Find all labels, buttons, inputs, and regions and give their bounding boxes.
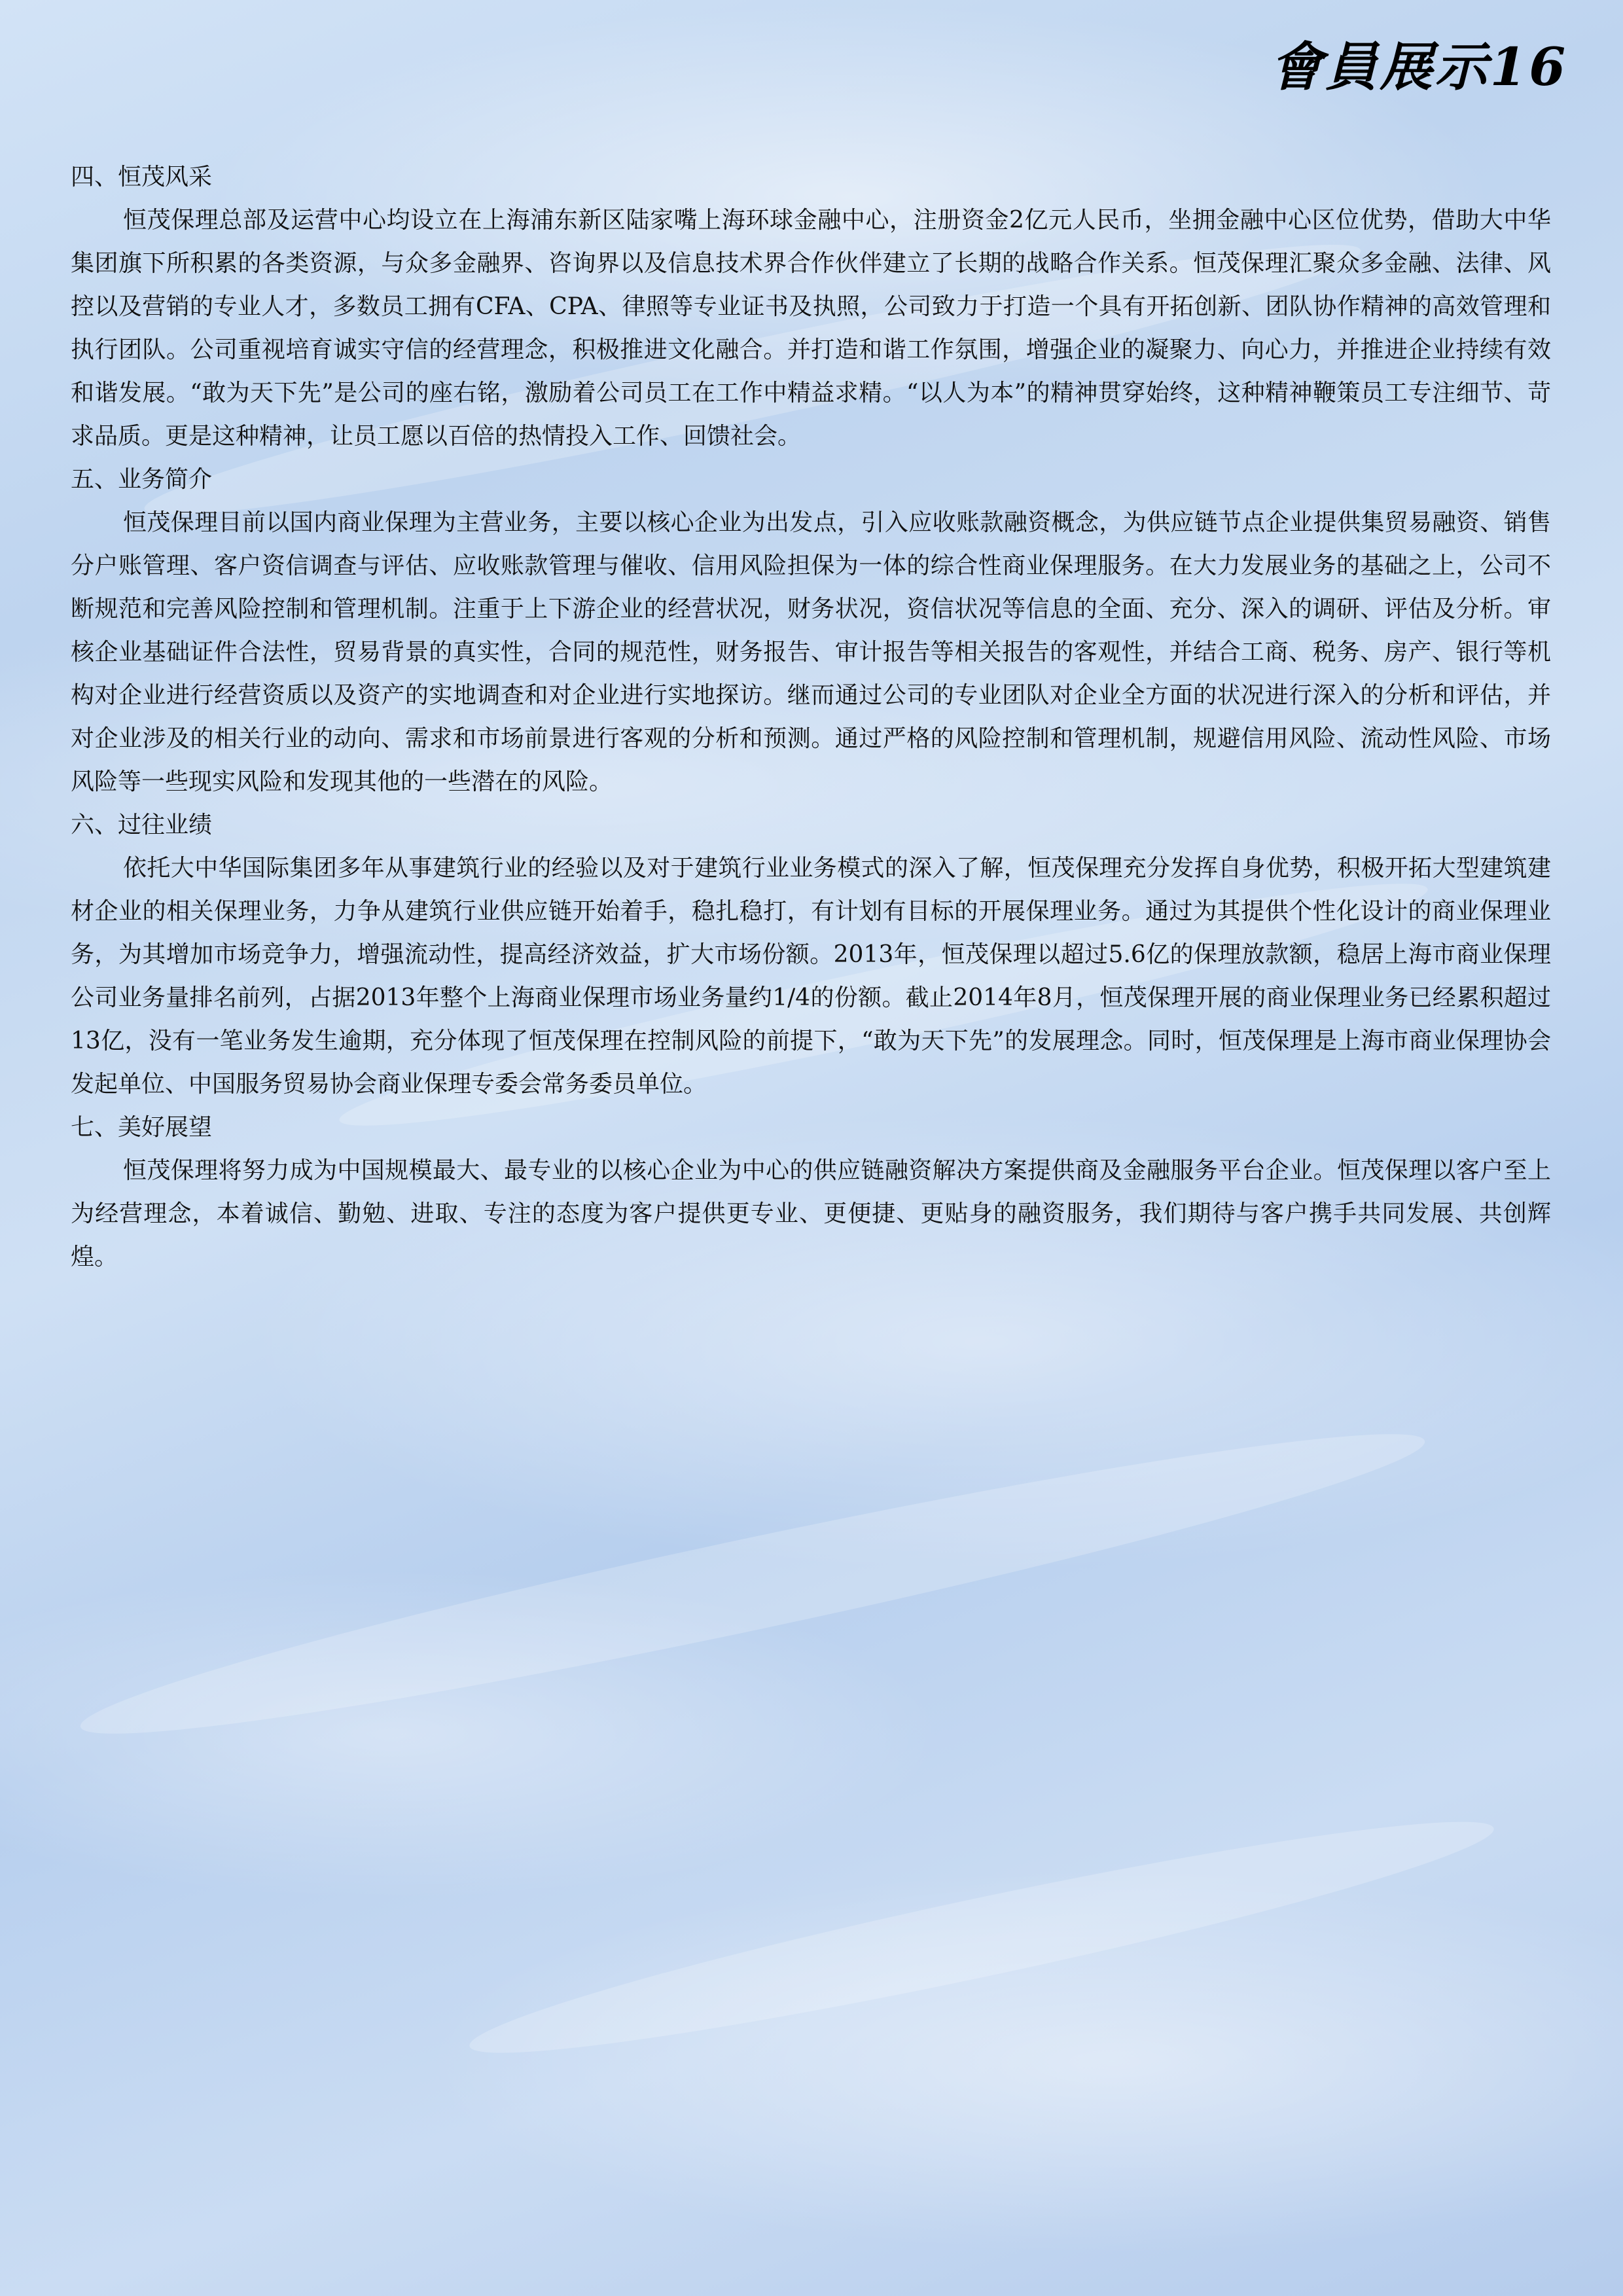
section-heading: 五、业务简介	[71, 466, 213, 493]
section-paragraph: 恒茂保理将努力成为中国规模最大、最专业的以核心企业为中心的供应链融资解决方案提供商及金融服务平台企业。恒茂保理以客户至上为经营理念，本着诚信、勤勉、进取、专注的态度为客户提供更专业、更便捷、更贴身的融资服务，我们期待与客户携手共同发展、共创辉煌。	[71, 1157, 1551, 1270]
background-cloud-streak	[71, 1396, 1434, 1772]
section-heading: 四、恒茂风采	[71, 164, 213, 190]
section-heading: 七、美好展望	[71, 1114, 213, 1141]
document-body	[71, 156, 1551, 1279]
section-business-intro	[71, 458, 1551, 804]
section-outlook	[71, 1106, 1551, 1279]
section-past-performance	[71, 804, 1551, 1106]
section-company-style	[71, 156, 1551, 458]
section-heading: 六、过往业绩	[71, 812, 213, 838]
section-paragraph: 恒茂保理总部及运营中心均设立在上海浦东新区陆家嘴上海环球金融中心，注册资金2亿元人民币，坐拥金融中心区位优势，借助大中华集团旗下所积累的各类资源，与众多金融界、咨询界以及信息技术界合作伙伴建立了长期的战略合作关系。恒茂保理汇聚众多金融、法律、风控以及营销的专业人才，多数员工拥有CFA、CPA、律照等专业证书及执照，公司致力于打造一个具有开拓创新、团队协作精神的高效管理和执行团队。公司重视培育诚实守信的经营理念，积极推进文化融合。并打造和谐工作氛围，增强企业的凝聚力、向心力，并推进企业持续有效和谐发展。“敢为天下先”是公司的座右铭，激励着公司员工在工作中精益求精。“以人为本”的精神贯穿始终，这种精神鞭策员工专注细节、苛求品质。更是这种精神，让员工愿以百倍的热情投入工作、回馈社会。	[71, 207, 1551, 450]
section-paragraph: 依托大中华国际集团多年从事建筑行业的经验以及对于建筑行业业务模式的深入了解，恒茂保理充分发挥自身优势，积极开拓大型建筑建材企业的相关保理业务，力争从建筑行业供应链开始着手，稳扎稳打，有计划有目标的开展保理业务。通过为其提供个性化设计的商业保理业务，为其增加市场竞争力，增强流动性，提高经济效益，扩大市场份额。2013年，恒茂保理以超过5.6亿的保理放款额，稳居上海市商业保理公司业务量排名前列，占据2013年整个上海商业保理市场业务量约1/4的份额。截止2014年8月，恒茂保理开展的商业保理业务已经累积超过13亿，没有一笔业务发生逾期，充分体现了恒茂保理在控制风险的前提下，“敢为天下先”的发展理念。同时，恒茂保理是上海市商业保理协会发起单位、中国服务贸易协会商业保理专委会常务委员单位。	[71, 855, 1551, 1098]
section-paragraph: 恒茂保理目前以国内商业保理为主营业务，主要以核心企业为出发点，引入应收账款融资概念，为供应链节点企业提供集贸易融资、销售分户账管理、客户资信调查与评估、应收账款管理与催收、信用风险担保为一体的综合性商业保理服务。在大力发展业务的基础之上，公司不断规范和完善风险控制和管理机制。注重于上下游企业的经营状况，财务状况，资信状况等信息的全面、充分、深入的调研、评估及分析。审核企业基础证件合法性，贸易背景的真实性，合同的规范性，财务报告、审计报告等相关报告的客观性，并结合工商、税务、房产、银行等机构对企业进行经营资质以及资产的实地调查和对企业进行实地探访。继而通过公司的专业团队对企业全方面的状况进行深入的分析和评估，并对企业涉及的相关行业的动向、需求和市场前景进行客观的分析和预测。通过严格的风险控制和管理机制，规避信用风险、流动性风险、市场风险等一些现实风险和发现其他的一些潜在的风险。	[71, 509, 1551, 795]
page-header-title: 會員展示16	[1270, 36, 1568, 98]
background-cloud-streak	[461, 1790, 1502, 2085]
